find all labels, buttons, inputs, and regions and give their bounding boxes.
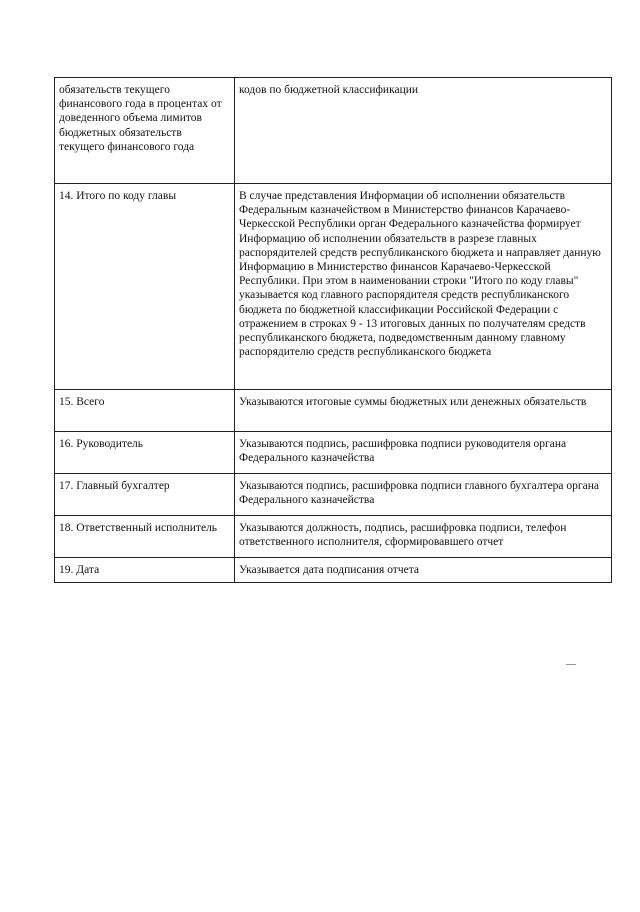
row-description: Указываются подпись, расшифровка подписи руководителя органа Федерального казначейства	[235, 432, 612, 474]
row-label: 14. Итого по коду главы	[55, 184, 235, 390]
row-label: 16. Руководитель	[55, 432, 235, 474]
row-description: Указываются должность, подпись, расшифровка подписи, телефон ответственного исполнителя, сформировавшего отчет	[235, 516, 612, 558]
table-row	[55, 390, 612, 432]
table-row	[55, 78, 612, 184]
row-label: 15. Всего	[55, 390, 235, 432]
scan-artifact	[566, 664, 576, 665]
table-row	[55, 516, 612, 558]
row-description: кодов по бюджетной классификации	[235, 78, 612, 184]
table-row	[55, 432, 612, 474]
row-description: В случае представления Информации об исполнении обязательств Федеральным казначейством в Министерство финансов Карачаево-Черкесской Республики орган Федерального казначейства формирует Информацию об исполнении обязательств в разрезе главных распорядителей средств республиканского бюджета и направляет данную Информацию в Министерство финансов Карачаево-Черкесской Республики. При этом в наименовании строки "Итого по коду главы" указывается код главного распорядителя средств республиканского бюджета по бюджетной классификации Российской Федерации с отражением в строках 9 - 13 итоговых данных по получателям средств республиканского бюджета, подведомственным данному главному распорядителю средств республиканского бюджета	[235, 184, 612, 390]
table-row	[55, 558, 612, 583]
row-description: Указываются подпись, расшифровка подписи главного бухгалтера органа Федерального казначейства	[235, 474, 612, 516]
row-label: 19. Дата	[55, 558, 235, 583]
instructions-table	[54, 77, 612, 583]
row-label: 17. Главный бухгалтер	[55, 474, 235, 516]
row-description: Указываются итоговые суммы бюджетных или денежных обязательств	[235, 390, 612, 432]
table-row	[55, 184, 612, 390]
table-row	[55, 474, 612, 516]
row-label: обязательств текущего финансового года в процентах от доведенного объема лимитов бюджетных обязательств текущего финансового года	[55, 78, 235, 184]
row-description: Указывается дата подписания отчета	[235, 558, 612, 583]
row-label: 18. Ответственный исполнитель	[55, 516, 235, 558]
